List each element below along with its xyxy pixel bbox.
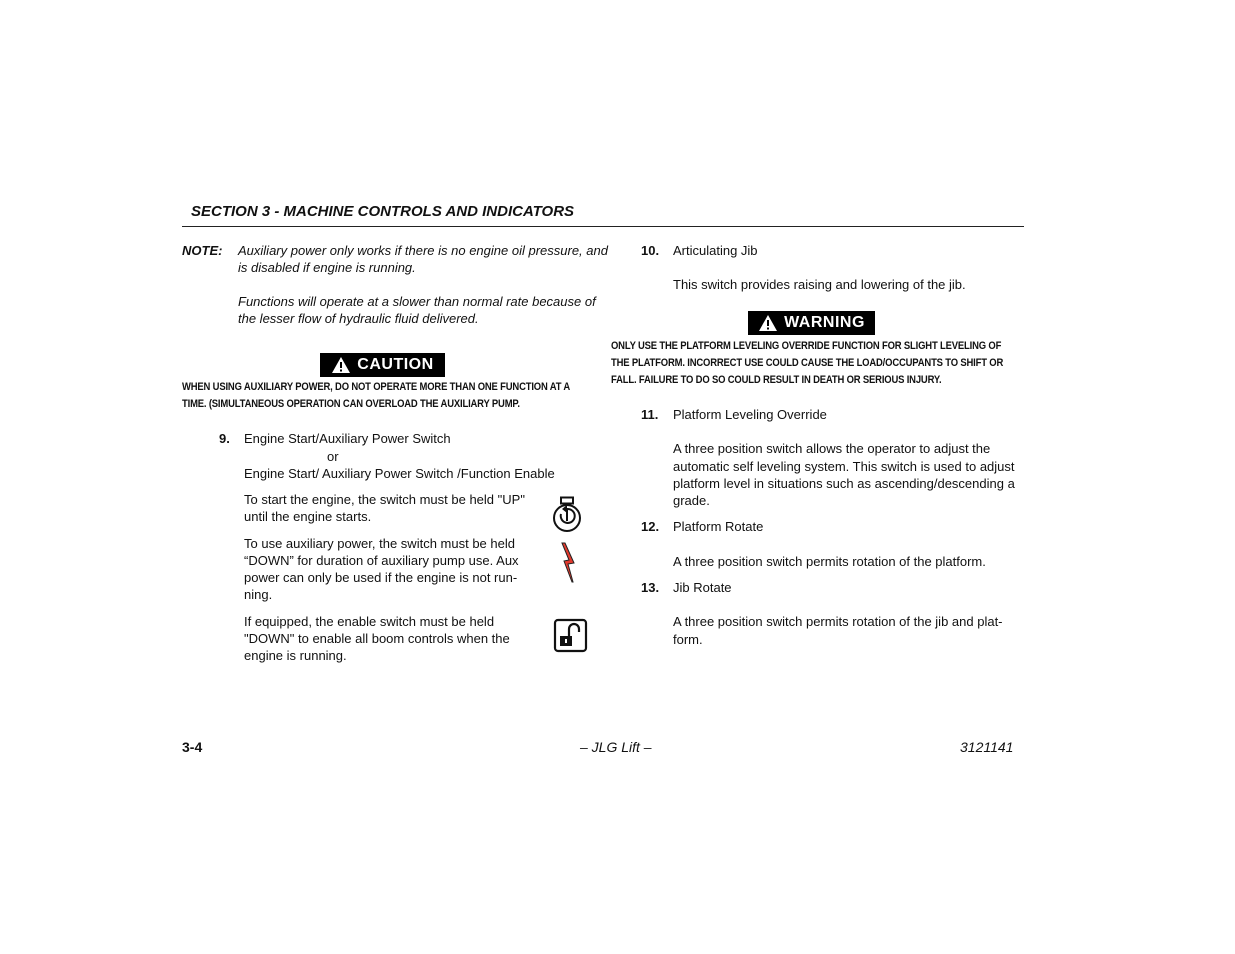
- item-11-title: Platform Leveling Override: [673, 407, 827, 422]
- item-10-title: Articulating Jib: [673, 243, 758, 258]
- note-line-3: Functions will operate at a slower than normal rate because of: [238, 294, 596, 309]
- item-9-para1-line2: until the engine starts.: [244, 509, 372, 524]
- item-11-desc-line2: automatic self leveling system. This switch is used to adjust: [673, 459, 1015, 474]
- caution-line-1: WHEN USING AUXILIARY POWER, DO NOT OPERATE MORE THAN ONE FUNCTION AT A: [182, 381, 571, 393]
- item-9-para3-line1: If equipped, the enable switch must be held: [244, 614, 495, 629]
- item-9-title: Engine Start/Auxiliary Power Switch: [244, 431, 451, 446]
- item-9-para2-line1: To use auxiliary power, the switch must be held: [244, 536, 515, 551]
- item-9-para3-line3: engine is running.: [244, 648, 347, 663]
- warning-label: WARNING: [784, 314, 865, 331]
- item-9-para2-line2: “DOWN” for duration of auxiliary pump use. Aux: [244, 553, 519, 568]
- note-line-4: the lesser flow of hydraulic fluid delivered.: [238, 311, 479, 326]
- note-line-1: Auxiliary power only works if there is no engine oil pressure, and: [238, 243, 608, 258]
- item-13-desc-line2: form.: [673, 632, 703, 647]
- footer-publisher: – JLG Lift –: [580, 739, 652, 755]
- warning-line-1: ONLY USE THE PLATFORM LEVELING OVERRIDE FUNCTION FOR SLIGHT LEVELING OF: [611, 340, 1002, 352]
- item-9-para2-line4: ning.: [244, 587, 273, 602]
- item-12-desc: A three position switch permits rotation of the platform.: [673, 554, 986, 569]
- lightning-bolt-icon: [557, 542, 579, 584]
- item-11-desc-line1: A three position switch allows the operator to adjust the: [673, 441, 991, 456]
- item-9-alt-title: Engine Start/ Auxiliary Power Switch /Function Enable: [244, 466, 555, 481]
- note-label: NOTE:: [182, 243, 223, 258]
- item-10-number: 10.: [641, 243, 660, 258]
- enable-switch-icon: [553, 618, 588, 654]
- engine-start-icon: [550, 496, 584, 536]
- item-11-number: 11.: [641, 407, 659, 422]
- item-13-number: 13.: [641, 580, 660, 595]
- document-number: 3121141: [960, 739, 1014, 755]
- warning-badge: [748, 311, 875, 335]
- item-9-para2-line3: power can only be used if the engine is not run-: [244, 570, 518, 585]
- caution-line-2: TIME. (SIMULTANEOUS OPERATION CAN OVERLOAD THE AUXILIARY PUMP.: [182, 398, 520, 410]
- item-12-title: Platform Rotate: [673, 519, 764, 534]
- caution-label: CAUTION: [357, 356, 434, 373]
- caution-badge: [320, 353, 445, 377]
- page-number: 3-4: [182, 739, 203, 755]
- section-title: SECTION 3 - MACHINE CONTROLS AND INDICATORS: [191, 203, 575, 220]
- item-12-number: 12.: [641, 519, 660, 534]
- warning-line-2: THE PLATFORM. INCORRECT USE COULD CAUSE THE LOAD/OCCUPANTS TO SHIFT OR: [611, 357, 1004, 369]
- item-10-desc: This switch provides raising and lowering of the jib.: [673, 277, 966, 292]
- header-rule: [182, 226, 1024, 227]
- warning-line-3: FALL. FAILURE TO DO SO COULD RESULT IN DEATH OR SERIOUS INJURY.: [611, 374, 942, 386]
- item-9-number: 9.: [219, 431, 230, 446]
- item-9-para1-line1: To start the engine, the switch must be held "UP": [244, 492, 525, 507]
- item-11-desc-line3: platform level in situations such as ascending/descending a: [673, 476, 1015, 491]
- warning-triangle-icon: [758, 314, 778, 332]
- item-9-or: or: [327, 449, 339, 464]
- item-9-para3-line2: "DOWN" to enable all boom controls when the: [244, 631, 510, 646]
- item-13-desc-line1: A three position switch permits rotation of the jib and plat-: [673, 614, 1003, 629]
- note-line-2: is disabled if engine is running.: [238, 260, 416, 275]
- item-11-desc-line4: grade.: [673, 493, 710, 508]
- warning-triangle-icon: [331, 356, 351, 374]
- item-13-title: Jib Rotate: [673, 580, 732, 595]
